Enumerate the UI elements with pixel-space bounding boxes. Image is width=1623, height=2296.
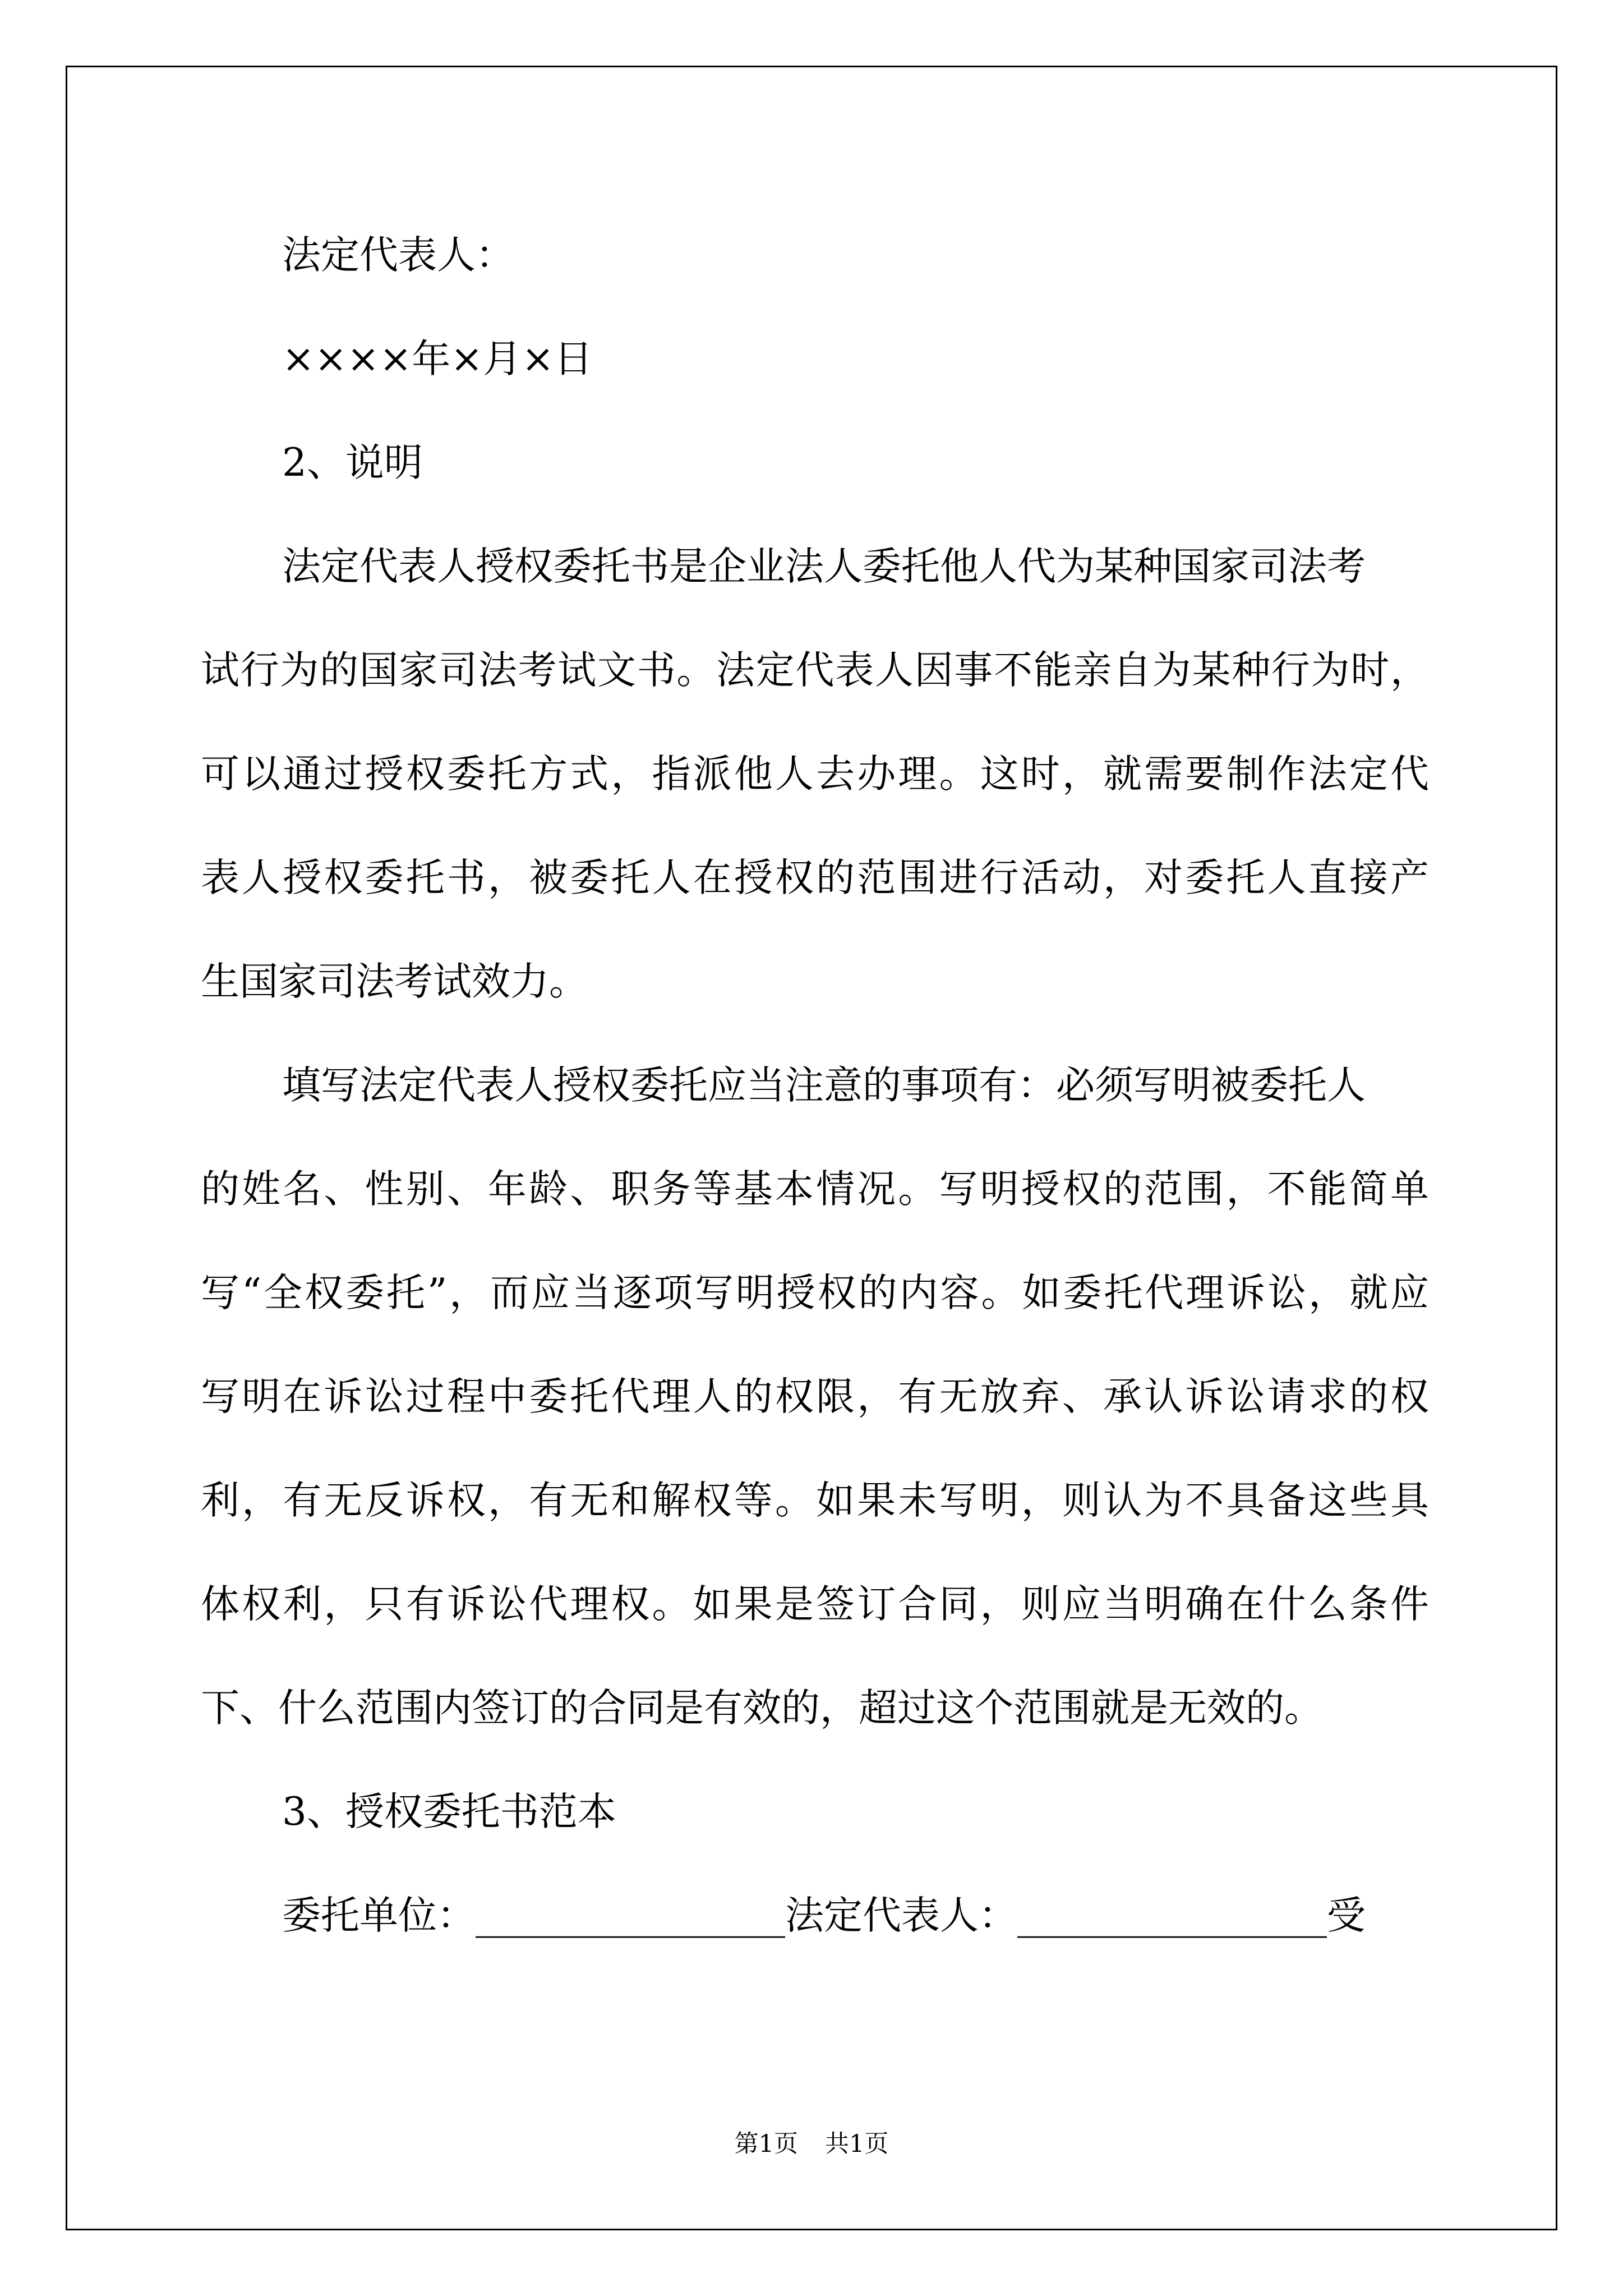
section-heading-3: 3、授权委托书范本: [282, 1789, 616, 1834]
page-footer: [0, 2127, 1623, 2161]
paragraph-1-line-1: 法定代表人授权委托书是企业法人委托他人代为某种国家司法考: [282, 544, 1366, 589]
paragraph-2-line-2: 的姓名、性别、年龄、职务等基本情况。写明授权的范围，不能简单: [201, 1167, 1429, 1212]
paragraph-2-line-5: 利，有无反诉权，有无和解权等。如果未写明，则认为不具备这些具: [201, 1478, 1429, 1523]
section-heading-2: 2、说明: [282, 440, 423, 485]
paragraph-2-line-3: 写“全权委托”，而应当逐项写明授权的内容。如委托代理诉讼，就应: [201, 1271, 1429, 1315]
paragraph-2-line-1: 填写法定代表人授权委托应当注意的事项有：必须写明被委托人: [282, 1063, 1366, 1108]
paragraph-1-line-2: 试行为的国家司法考试文书。法定代表人因事不能亲自为某种行为时，: [201, 648, 1429, 693]
paragraph-1-line-5: 生国家司法考试效力。: [201, 959, 588, 1004]
form-line-entrusting-unit: 委托单位：________________法定代表人：________________受: [282, 1893, 1366, 1938]
paragraph-2-line-7: 下、什么范围内签订的合同是有效的，超过这个范围就是无效的。: [201, 1686, 1323, 1731]
paragraph-2-line-4: 写明在诉讼过程中委托代理人的权限，有无放弃、承认诉讼请求的权: [201, 1374, 1429, 1419]
page-number: 第1页: [734, 2130, 798, 2158]
date-line: ××××年×月×日: [282, 337, 593, 381]
page-total: 共1页: [825, 2130, 889, 2158]
legal-rep-label: 法定代表人：: [282, 233, 514, 278]
paragraph-1-line-4: 表人授权委托书，被委托人在授权的范围进行活动，对委托人直接产: [201, 855, 1429, 900]
paragraph-2-line-6: 体权利，只有诉讼代理权。如果是签订合同，则应当明确在什么条件: [201, 1582, 1429, 1627]
paragraph-1-line-3: 可以通过授权委托方式，指派他人去办理。这时，就需要制作法定代: [201, 752, 1429, 797]
